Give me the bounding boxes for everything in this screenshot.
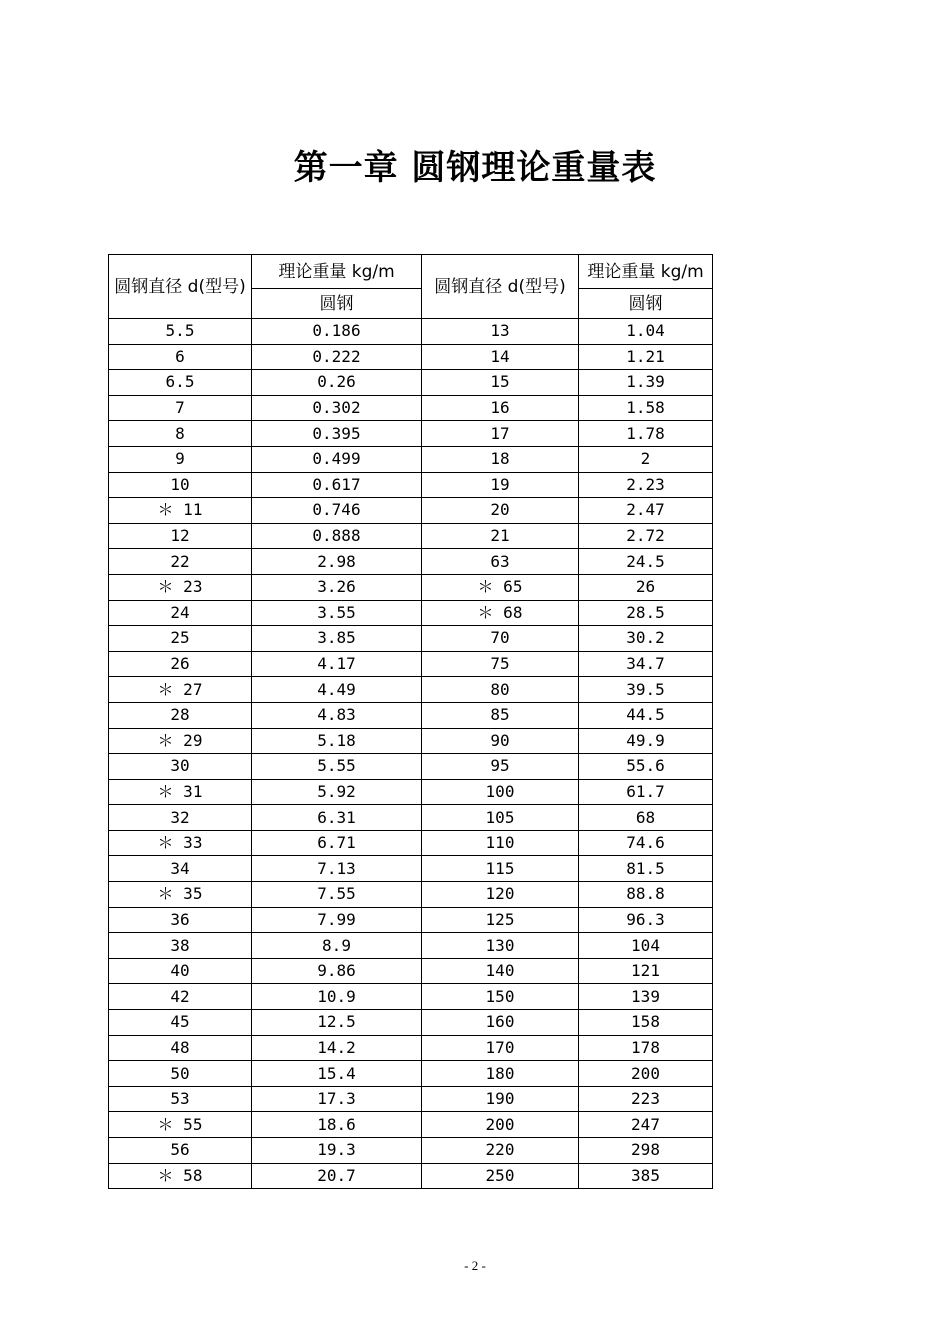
diameter-right-cell: 180	[422, 1061, 579, 1087]
table-row	[109, 702, 713, 728]
weight-right-cell: 2	[579, 446, 713, 472]
weight-left-cell: 5.18	[252, 728, 422, 754]
diameter-right-cell: 220	[422, 1138, 579, 1164]
weight-right-cell: 385	[579, 1163, 713, 1189]
weight-left-cell: 0.888	[252, 523, 422, 549]
diameter-right-cell: 190	[422, 1086, 579, 1112]
diameter-right-cell: 140	[422, 958, 579, 984]
weight-left-cell: 0.395	[252, 421, 422, 447]
table-row	[109, 472, 713, 498]
diameter-left-cell: 25	[109, 626, 252, 652]
weight-right-cell: 34.7	[579, 651, 713, 677]
diameter-left-cell: 38	[109, 933, 252, 959]
weight-right-cell: 2.47	[579, 498, 713, 524]
weight-left-cell: 6.31	[252, 805, 422, 831]
diameter-left-cell: 8	[109, 421, 252, 447]
weight-left-cell: 8.9	[252, 933, 422, 959]
diameter-right-cell: 130	[422, 933, 579, 959]
diameter-right-cell: 70	[422, 626, 579, 652]
table-row	[109, 395, 713, 421]
diameter-left-cell: 30	[109, 754, 252, 780]
table-row	[109, 933, 713, 959]
table-row	[109, 830, 713, 856]
table-row	[109, 1035, 713, 1061]
page-number: - 2 -	[464, 1258, 486, 1273]
header-sub-left: 圆钢	[252, 289, 422, 319]
weight-right-cell: 74.6	[579, 830, 713, 856]
diameter-left-cell: 32	[109, 805, 252, 831]
diameter-right-cell: 63	[422, 549, 579, 575]
table-row	[109, 626, 713, 652]
table-row	[109, 805, 713, 831]
table-row	[109, 984, 713, 1010]
weight-right-cell: 1.39	[579, 370, 713, 396]
diameter-left-cell: ＊ 23	[109, 574, 252, 600]
weight-left-cell: 9.86	[252, 958, 422, 984]
diameter-left-cell: 56	[109, 1138, 252, 1164]
weight-left-cell: 5.92	[252, 779, 422, 805]
table-row	[109, 779, 713, 805]
weight-right-cell: 55.6	[579, 754, 713, 780]
diameter-right-cell: 15	[422, 370, 579, 396]
diameter-right-cell: 75	[422, 651, 579, 677]
table-row	[109, 907, 713, 933]
diameter-left-cell: 10	[109, 472, 252, 498]
weight-left-cell: 7.99	[252, 907, 422, 933]
table-row	[109, 319, 713, 345]
diameter-left-cell: ＊ 29	[109, 728, 252, 754]
weight-right-cell: 44.5	[579, 702, 713, 728]
diameter-right-cell: 250	[422, 1163, 579, 1189]
weight-right-cell: 1.58	[579, 395, 713, 421]
weight-right-cell: 24.5	[579, 549, 713, 575]
weight-right-cell: 68	[579, 805, 713, 831]
diameter-left-cell: ＊ 11	[109, 498, 252, 524]
weight-left-cell: 7.55	[252, 882, 422, 908]
diameter-left-cell: 36	[109, 907, 252, 933]
weight-right-cell: 121	[579, 958, 713, 984]
table-row	[109, 370, 713, 396]
table-row	[109, 856, 713, 882]
weight-left-cell: 18.6	[252, 1112, 422, 1138]
diameter-right-cell: ＊ 65	[422, 574, 579, 600]
diameter-left-cell: ＊ 31	[109, 779, 252, 805]
diameter-left-cell: 22	[109, 549, 252, 575]
table-row	[109, 574, 713, 600]
diameter-right-cell: 170	[422, 1035, 579, 1061]
diameter-left-cell: 24	[109, 600, 252, 626]
diameter-left-cell: ＊ 35	[109, 882, 252, 908]
weight-left-cell: 6.71	[252, 830, 422, 856]
diameter-right-cell: 85	[422, 702, 579, 728]
weight-left-cell: 10.9	[252, 984, 422, 1010]
weight-left-cell: 0.222	[252, 344, 422, 370]
header-diameter-left: 圆钢直径 d(型号)	[109, 255, 252, 319]
page-title: 第一章 圆钢理论重量表	[293, 148, 657, 188]
weight-left-cell: 4.17	[252, 651, 422, 677]
diameter-right-cell: 100	[422, 779, 579, 805]
diameter-left-cell: 28	[109, 702, 252, 728]
weight-left-cell: 0.302	[252, 395, 422, 421]
diameter-right-cell: 16	[422, 395, 579, 421]
weight-left-cell: 14.2	[252, 1035, 422, 1061]
diameter-left-cell: ＊ 33	[109, 830, 252, 856]
header-weight-left: 理论重量 kg/m	[252, 255, 422, 289]
weight-left-cell: 3.55	[252, 600, 422, 626]
weight-left-cell: 0.186	[252, 319, 422, 345]
diameter-right-cell: 150	[422, 984, 579, 1010]
diameter-left-cell: 50	[109, 1061, 252, 1087]
weight-left-cell: 0.617	[252, 472, 422, 498]
weight-left-cell: 3.26	[252, 574, 422, 600]
table-row	[109, 728, 713, 754]
round-steel-weight-table	[108, 254, 713, 1189]
table-row	[109, 549, 713, 575]
table-row	[109, 1086, 713, 1112]
table-row	[109, 1163, 713, 1189]
weight-left-cell: 4.49	[252, 677, 422, 703]
header-diameter-right: 圆钢直径 d(型号)	[422, 255, 579, 319]
table-row	[109, 677, 713, 703]
weight-right-cell: 200	[579, 1061, 713, 1087]
diameter-left-cell: 6	[109, 344, 252, 370]
weight-left-cell: 0.26	[252, 370, 422, 396]
weight-left-cell: 12.5	[252, 1010, 422, 1036]
diameter-right-cell: 200	[422, 1112, 579, 1138]
diameter-right-cell: 95	[422, 754, 579, 780]
weight-right-cell: 28.5	[579, 600, 713, 626]
weight-left-cell: 17.3	[252, 1086, 422, 1112]
diameter-left-cell: 26	[109, 651, 252, 677]
weight-right-cell: 88.8	[579, 882, 713, 908]
weight-right-cell: 1.21	[579, 344, 713, 370]
diameter-right-cell: 17	[422, 421, 579, 447]
table-row	[109, 523, 713, 549]
weight-left-cell: 4.83	[252, 702, 422, 728]
weight-right-cell: 298	[579, 1138, 713, 1164]
diameter-right-cell: 90	[422, 728, 579, 754]
diameter-right-cell: 160	[422, 1010, 579, 1036]
diameter-right-cell: 13	[422, 319, 579, 345]
diameter-right-cell: 105	[422, 805, 579, 831]
diameter-right-cell: 20	[422, 498, 579, 524]
header-row-1	[109, 255, 713, 289]
weight-right-cell: 178	[579, 1035, 713, 1061]
weight-left-cell: 0.746	[252, 498, 422, 524]
weight-right-cell: 247	[579, 1112, 713, 1138]
weight-right-cell: 39.5	[579, 677, 713, 703]
table-body	[109, 255, 713, 1189]
diameter-left-cell: ＊ 27	[109, 677, 252, 703]
table-row	[109, 754, 713, 780]
header-sub-right: 圆钢	[579, 289, 713, 319]
weight-right-cell: 2.72	[579, 523, 713, 549]
weight-right-cell: 104	[579, 933, 713, 959]
weight-right-cell: 30.2	[579, 626, 713, 652]
diameter-left-cell: 45	[109, 1010, 252, 1036]
diameter-left-cell: ＊ 58	[109, 1163, 252, 1189]
table-row	[109, 1138, 713, 1164]
diameter-right-cell: 21	[422, 523, 579, 549]
weight-left-cell: 2.98	[252, 549, 422, 575]
table-row	[109, 446, 713, 472]
diameter-left-cell: 48	[109, 1035, 252, 1061]
diameter-right-cell: ＊ 68	[422, 600, 579, 626]
diameter-right-cell: 18	[422, 446, 579, 472]
table-row	[109, 882, 713, 908]
table-row	[109, 651, 713, 677]
diameter-left-cell: 53	[109, 1086, 252, 1112]
table-row	[109, 1112, 713, 1138]
table-row	[109, 421, 713, 447]
table-row	[109, 1061, 713, 1087]
diameter-left-cell: 42	[109, 984, 252, 1010]
weight-left-cell: 0.499	[252, 446, 422, 472]
weight-right-cell: 61.7	[579, 779, 713, 805]
weight-left-cell: 20.7	[252, 1163, 422, 1189]
weight-left-cell: 15.4	[252, 1061, 422, 1087]
diameter-left-cell: 40	[109, 958, 252, 984]
header-weight-right: 理论重量 kg/m	[579, 255, 713, 289]
diameter-right-cell: 80	[422, 677, 579, 703]
table-row	[109, 958, 713, 984]
table-row	[109, 1010, 713, 1036]
weight-left-cell: 19.3	[252, 1138, 422, 1164]
weight-right-cell: 1.78	[579, 421, 713, 447]
diameter-right-cell: 110	[422, 830, 579, 856]
diameter-right-cell: 14	[422, 344, 579, 370]
weight-right-cell: 26	[579, 574, 713, 600]
table-row	[109, 344, 713, 370]
weight-right-cell: 96.3	[579, 907, 713, 933]
diameter-left-cell: 9	[109, 446, 252, 472]
weight-right-cell: 2.23	[579, 472, 713, 498]
weight-left-cell: 5.55	[252, 754, 422, 780]
diameter-left-cell: 5.5	[109, 319, 252, 345]
weight-right-cell: 223	[579, 1086, 713, 1112]
weight-left-cell: 3.85	[252, 626, 422, 652]
diameter-right-cell: 115	[422, 856, 579, 882]
weight-right-cell: 158	[579, 1010, 713, 1036]
table-row	[109, 498, 713, 524]
weight-right-cell: 139	[579, 984, 713, 1010]
diameter-right-cell: 120	[422, 882, 579, 908]
weight-right-cell: 49.9	[579, 728, 713, 754]
diameter-right-cell: 19	[422, 472, 579, 498]
diameter-left-cell: 6.5	[109, 370, 252, 396]
diameter-left-cell: 12	[109, 523, 252, 549]
diameter-left-cell: ＊ 55	[109, 1112, 252, 1138]
weight-right-cell: 81.5	[579, 856, 713, 882]
weight-left-cell: 7.13	[252, 856, 422, 882]
table-row	[109, 600, 713, 626]
weight-right-cell: 1.04	[579, 319, 713, 345]
diameter-right-cell: 125	[422, 907, 579, 933]
diameter-left-cell: 34	[109, 856, 252, 882]
diameter-left-cell: 7	[109, 395, 252, 421]
